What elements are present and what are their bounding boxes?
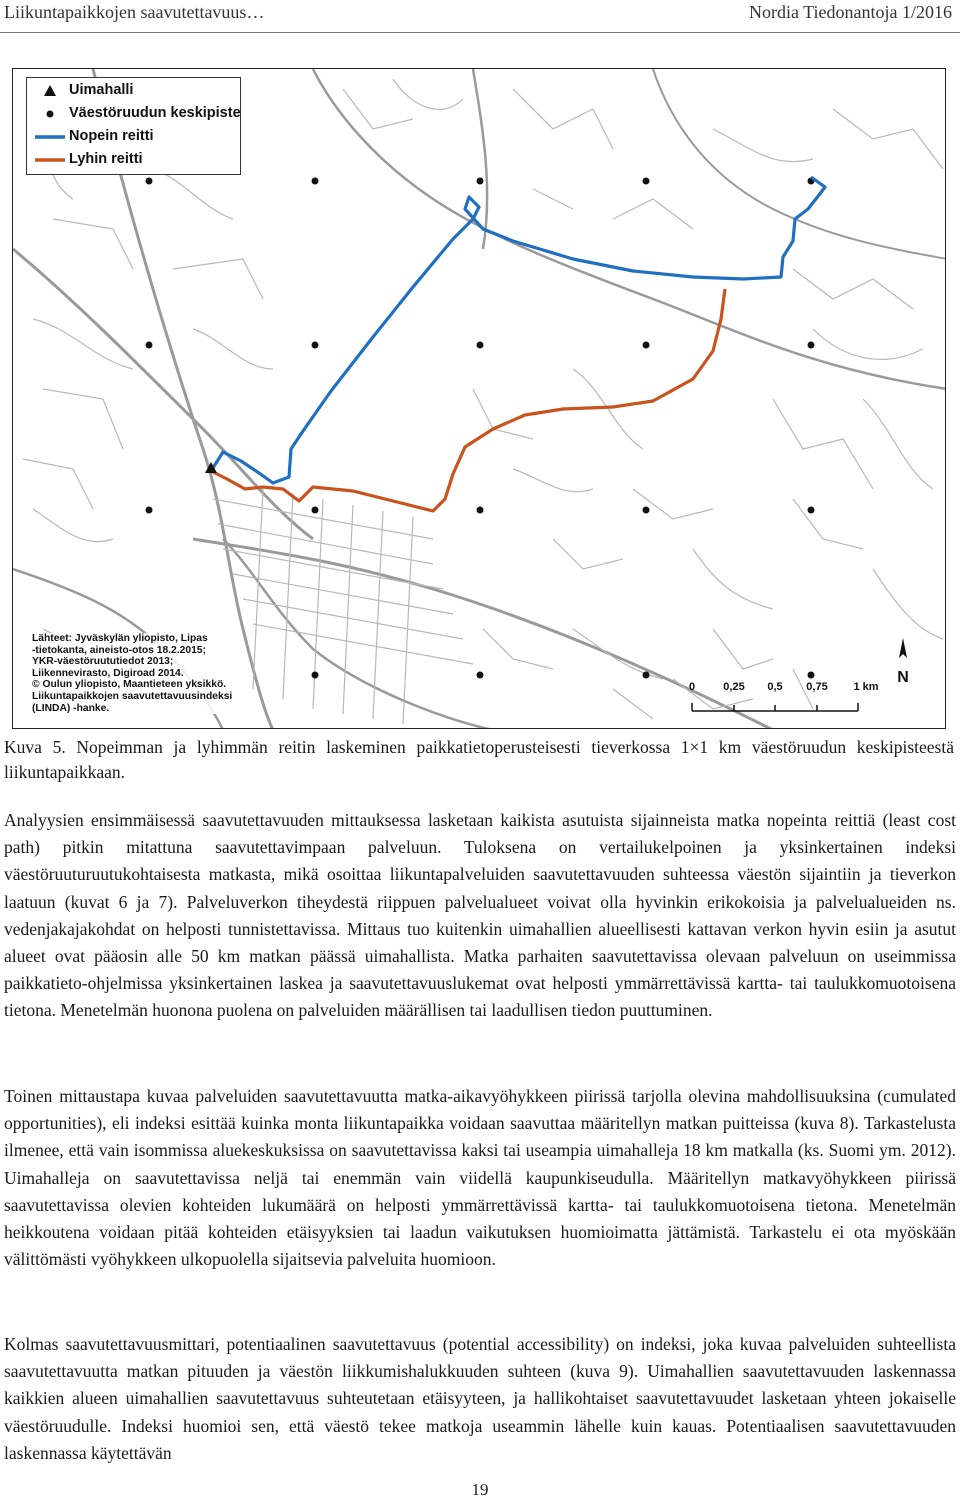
legend-item	[27, 127, 240, 147]
scale-ruler	[686, 681, 886, 727]
scale-label: 0,25	[723, 681, 745, 693]
north-arrow-icon	[893, 636, 913, 688]
centroid-dot	[477, 178, 484, 185]
body-paragraph: Toinen mittaustapa kuvaa palveluiden saavutettavuutta matka-aikavyöhykkeen piirissä tarjolla olevina mahdollisuuksina (cumulated opportunities), eli indeksi esittää kuinka monta liikuntapaikka voidaan saavuttaa määritellyn matkan puitteissa (kuva 8). Tarkastelusta ilmenee, että vain isommissa aluekeskuksissa on saavutettavissa kaksi tai useampia uimahalleja 18 km matkalla (ks. Suomi ym. 2012). Uimahalleja on saavutettavissa neljä tai enemmän vain viidellä kaupunkiseudulla. Määritellyn matkavyöhykkeen piirissä saavutettavissa olevien kohteiden lukumäärä on helposti ymmärrettävissä kartta- tai taulukkomuotoisena tietona. Menetelmän heikkoutena voidaan pitää kohteiden etäisyyksien tai laadun vaikutuksen huomioimatta jättämistä. Tarkastelu ei ota myöskään välittömästi vyöhykkeen ulkopuolella sijaitsevia palveluita huomioon.	[4, 1086, 956, 1270]
legend-item	[27, 150, 240, 170]
scale-label: 0	[688, 681, 696, 693]
legend-label: Uimahalli	[69, 82, 134, 98]
source-line: Liikuntapaikkojen saavutettavuusindeksi	[32, 690, 233, 702]
centroid-dot	[146, 342, 153, 349]
body-paragraph: Analyysien ensimmäisessä saavutettavuuden mittauksessa lasketaan kaikista asutuista sijainneista matka nopeinta reittiä (least cost path) pitkin mitattuna saavutettavimpaan palveluun. Tuloksena on vertailukelpoinen ja yksinkertainen indeksi väestöruuturuutukohtaisesta matkasta, mikä osoittaa liikuntapalveluiden saavutettavuuden suhteessa väestön sijaintiin ja tieverkon laatuun (kuvat 6 ja 7). Palveluverkon tiheydestä riippuen palvelualueet voivat olla hyvinkin erikokoisia ja palvelualueiden ns. vedenjakajakohdat on helposti tunnistettavissa. Mittaus tuo kuitenkin uimahallien alueellisesti kattavan verkon hyvin esiin ja asutut alueet ovat pääosin alle 50 km matkan päässä uimahallista. Matka parhaiten saavutettavissa olevaan palveluun on useimmissa paikkatieto-ohjelmissa yksinkertainen laskea ja saavutettavuuslukemat ovat helposti ymmärrettävissä kartta- tai taulukkomuotoisena tietona. Menetelmän huonona puolena on palveluiden määrällisen tai laadullisen tiedon puuttuminen.	[4, 810, 956, 1021]
source-line: © Oulun yliopisto, Maantieteen yksikkö.	[32, 679, 227, 691]
scale-bar	[686, 681, 886, 727]
dot-icon	[33, 104, 67, 124]
centroid-dot	[643, 178, 650, 185]
centroid-dot	[477, 507, 484, 514]
body-paragraph: Kolmas saavutettavuusmittari, potentiaalinen saavutettavuus (potential accessibility) on indeksi, joka kuvaa palveluiden suhteellista saavutettavuutta matkan pituuden ja väestön liikkumishalukkuuden suhteen (kuva 9). Uimahallien saavutettavuuden laskennassa kaikkien alueen uimahallien saavutettavuus suhteutetaan etäisyyteen, ja hallikohtaiset saavutettavuudet lasketaan yhteen jokaiselle väestöruudulle. Indeksi huomioi sen, että väestö tekee matkoja useammin lähelle kuin kauas. Potentiaalisen saavutettavuuden laskennassa käytettävän	[4, 1334, 956, 1463]
legend-item	[27, 104, 240, 124]
journal-issue: Nordia Tiedonantoja 1/2016	[749, 2, 952, 22]
centroid-dot	[477, 342, 484, 349]
centroid-dot	[643, 672, 650, 679]
scale-label: 0,5	[767, 681, 783, 693]
legend-label: Nopein reitti	[69, 128, 154, 144]
map-sources	[32, 633, 233, 714]
centroid-dot	[477, 672, 484, 679]
scale-label: 0,75	[806, 681, 828, 693]
centroid-dot	[146, 178, 153, 185]
centroid-dot	[312, 342, 319, 349]
scale-label: 1 km	[853, 681, 879, 693]
running-title: Liikuntapaikkojen saavutettavuus…	[4, 2, 265, 22]
legend-label: Väestöruudun keskipiste	[69, 105, 241, 121]
page-header	[0, 2, 960, 32]
source-line: -tietokanta, aineisto-otos 18.2.2015;	[32, 644, 206, 656]
centroid-dot	[146, 507, 153, 514]
figure-caption: Kuva 5. Nopeimman ja lyhimmän reitin laskeminen paikkatietoperusteisesti tieverkossa 1×1 km väestöruudun keskipisteestä liikuntapaikkaan.	[4, 737, 954, 782]
centroid-dot	[808, 672, 815, 679]
header-rule	[0, 32, 960, 33]
north-label: N	[897, 669, 909, 686]
source-line: Lähteet: Jyväskylän yliopisto, Lipas	[32, 633, 208, 644]
centroid-dot	[808, 342, 815, 349]
map-legend	[26, 77, 241, 175]
orange-line-swatch	[33, 150, 67, 170]
centroid-dot	[643, 342, 650, 349]
source-line: (LINDA) -hanke.	[32, 702, 110, 714]
triangle-icon	[33, 81, 67, 101]
legend-item	[27, 81, 240, 101]
centroid-dot	[808, 507, 815, 514]
blue-line-swatch	[33, 127, 67, 147]
centroid-dot	[312, 507, 319, 514]
centroid-dot	[643, 507, 650, 514]
source-line: YKR-väestöruututiedot 2013;	[32, 656, 174, 668]
legend-label: Lyhin reitti	[69, 151, 143, 167]
centroid-dot	[312, 672, 319, 679]
source-line: Liikennevirasto, Digiroad 2014.	[32, 667, 184, 679]
page-number: 19	[471, 1480, 489, 1499]
centroid-dot	[312, 178, 319, 185]
